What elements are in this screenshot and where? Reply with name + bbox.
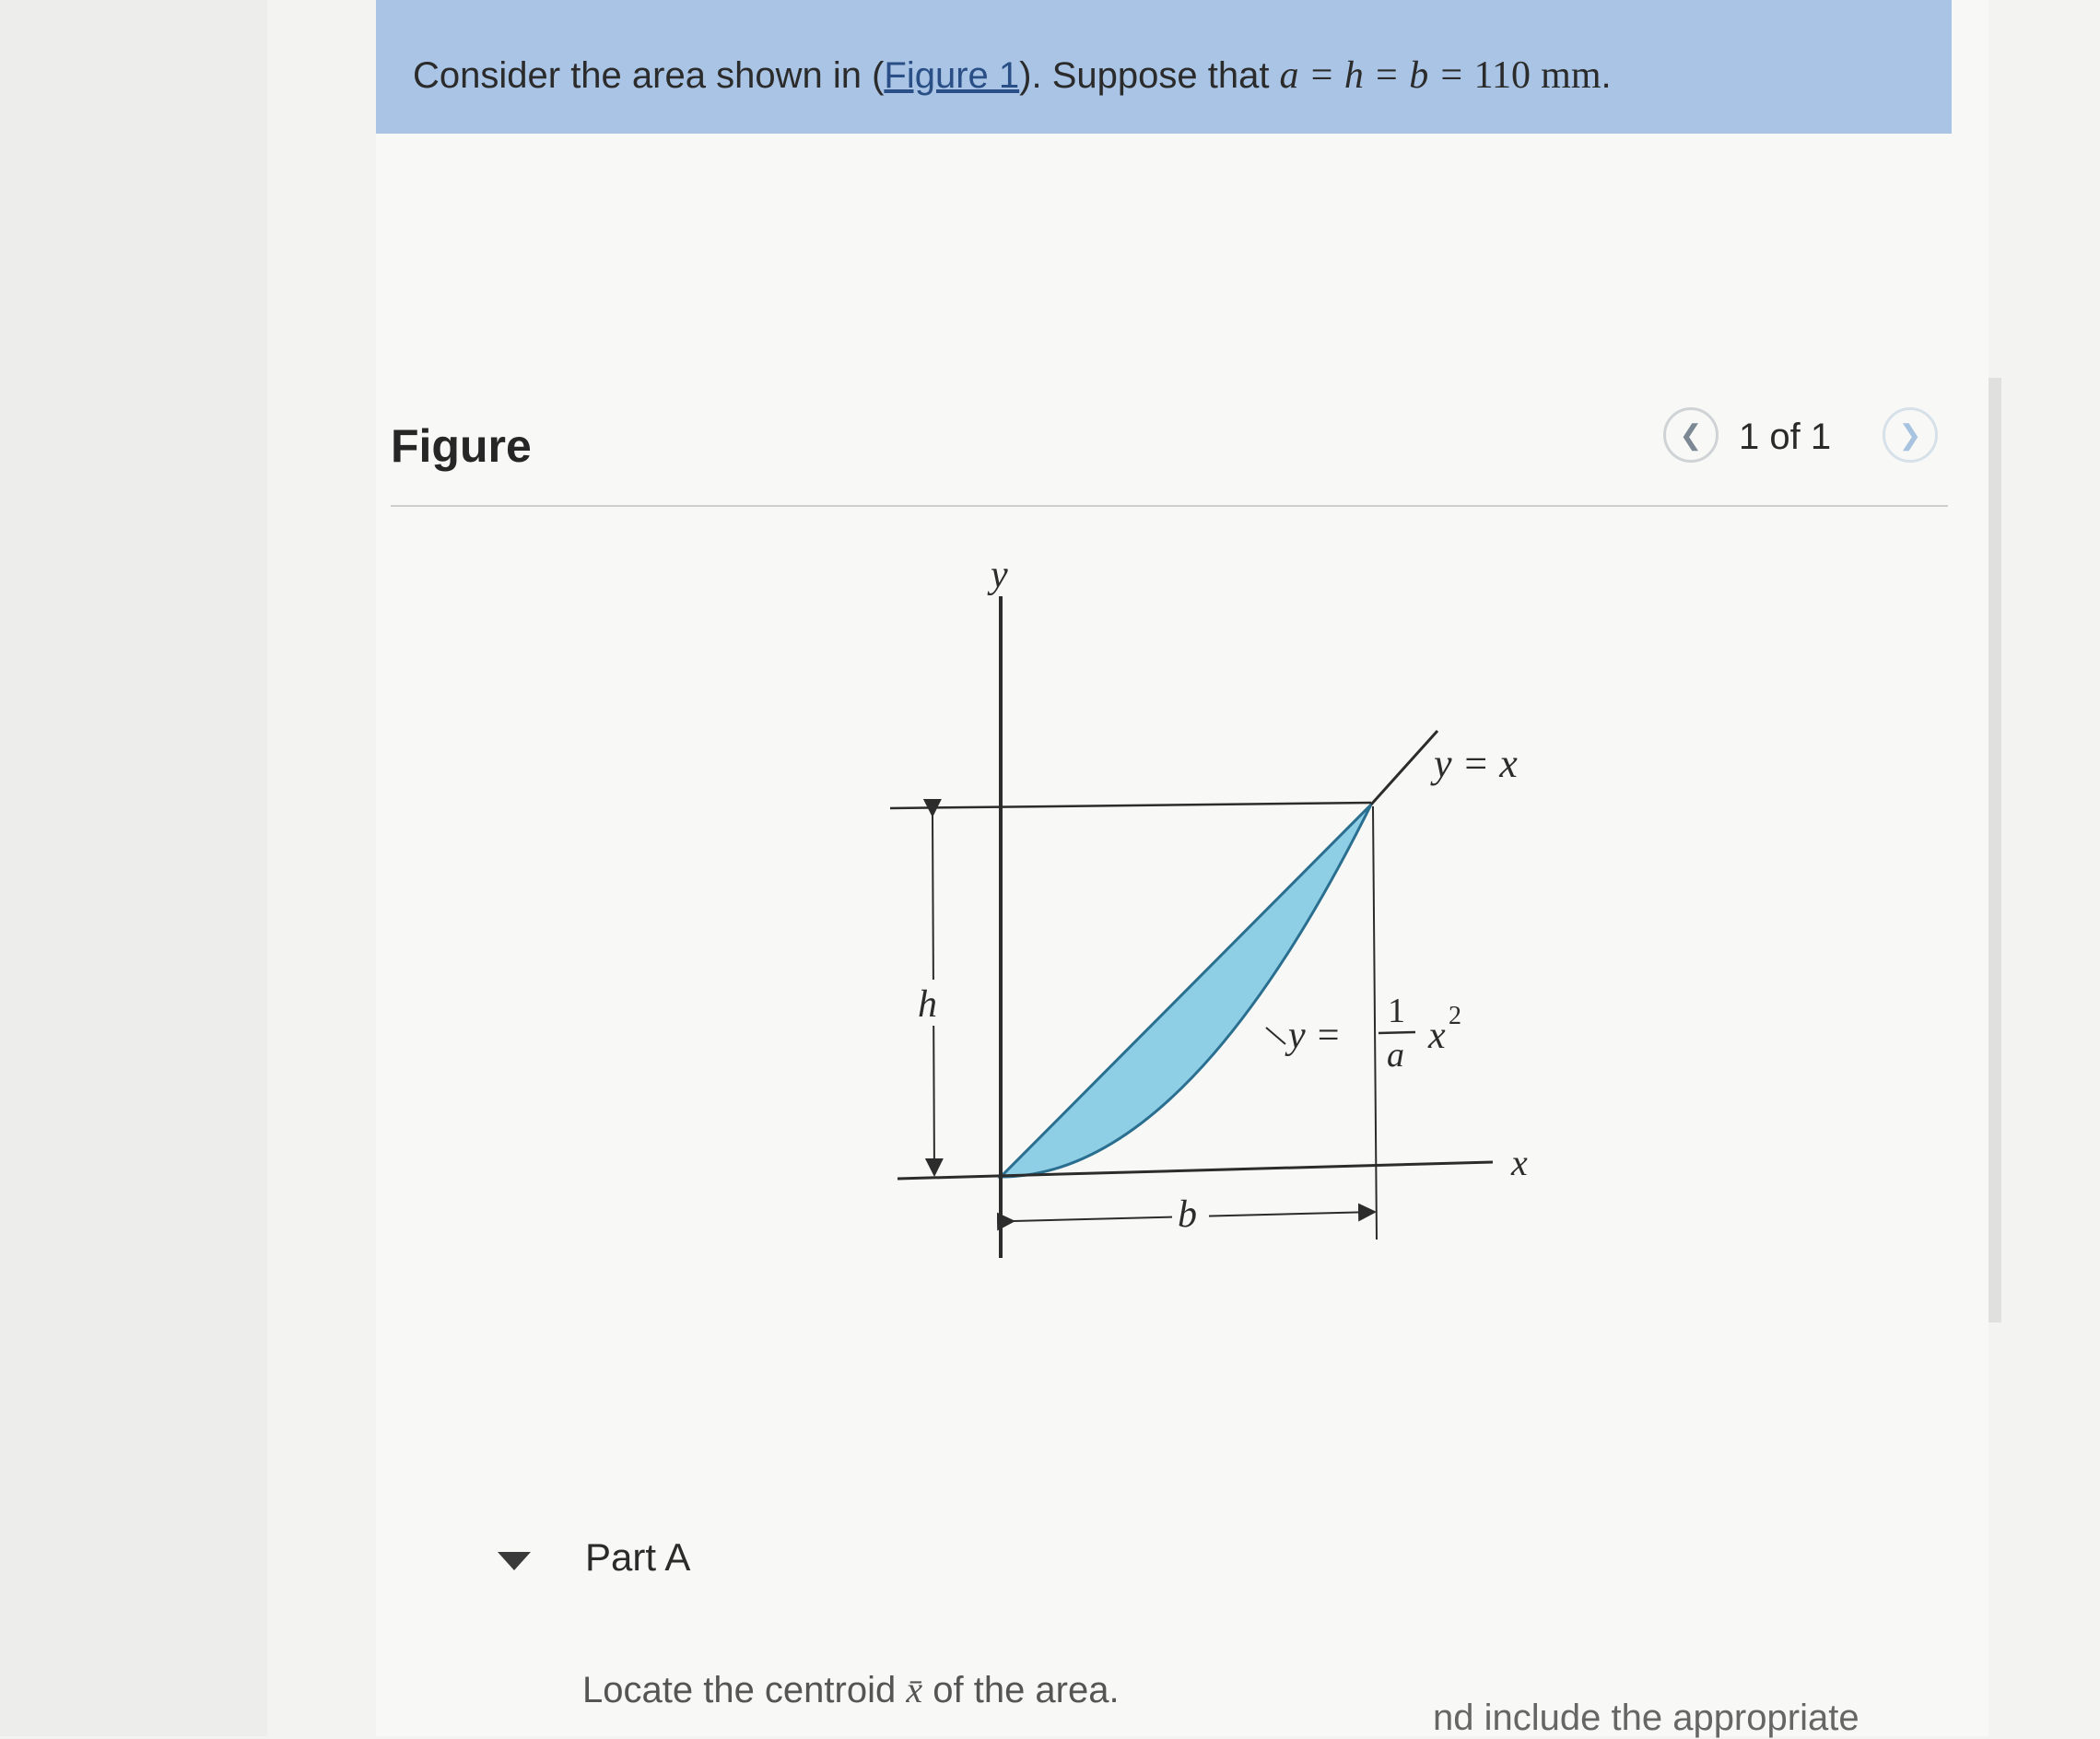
- centroid-symbol: x̄: [906, 1669, 923, 1710]
- top-reference-line: [890, 803, 1371, 808]
- statement-period: .: [1601, 55, 1612, 96]
- pager-count: 1 of 1: [1739, 417, 1832, 457]
- right-reference-line: [1373, 806, 1377, 1240]
- height-label: h: [918, 983, 937, 1026]
- scrollbar[interactable]: [1989, 378, 2001, 1322]
- given-unit: mm: [1541, 54, 1601, 97]
- chevron-right-icon[interactable]: ❯: [1883, 407, 1938, 463]
- part-a-label: Part A: [585, 1535, 691, 1579]
- curve-equation-exponent: 2: [1449, 1002, 1461, 1030]
- question-text: [582, 1668, 1120, 1711]
- divider: [391, 505, 1948, 507]
- figure-link[interactable]: Figure 1: [884, 55, 1020, 96]
- curve-leader: [1266, 1028, 1285, 1044]
- area-figure: [829, 539, 1585, 1276]
- curve-equation-variable: x: [1428, 1015, 1446, 1057]
- curve-equation-lhs: y =: [1288, 1015, 1342, 1057]
- figure-pager: [1663, 407, 1949, 466]
- base-label: b: [1178, 1193, 1197, 1236]
- given-value: 110: [1473, 54, 1531, 97]
- problem-statement: [376, 0, 1952, 134]
- statement-text: Consider the area shown in (: [413, 55, 885, 96]
- question-prefix: Locate the centroid: [582, 1670, 907, 1710]
- curve-equation-numerator: 1: [1388, 992, 1405, 1030]
- y-axis-label: y: [991, 554, 1008, 596]
- question-suffix: of the area.: [922, 1670, 1120, 1710]
- curve-equation-denominator: a: [1387, 1036, 1404, 1075]
- caret-down-icon[interactable]: [498, 1552, 531, 1570]
- statement-text: ). Suppose that: [1019, 55, 1280, 96]
- line-y-equals-x: [1371, 731, 1437, 805]
- curve-equation-fraction-bar: [1378, 1032, 1415, 1033]
- given-equation: a = h = b =: [1279, 54, 1474, 97]
- x-axis: [897, 1162, 1493, 1179]
- shaded-area: [1001, 805, 1371, 1177]
- figure-heading: Figure: [391, 420, 532, 472]
- line-equation-label: y = x: [1434, 741, 1518, 786]
- left-gutter: [0, 0, 267, 1736]
- x-axis-label: x: [1511, 1142, 1528, 1183]
- instruction-text: nd include the appropriate: [1433, 1698, 1859, 1738]
- chevron-left-icon[interactable]: ❮: [1663, 407, 1719, 463]
